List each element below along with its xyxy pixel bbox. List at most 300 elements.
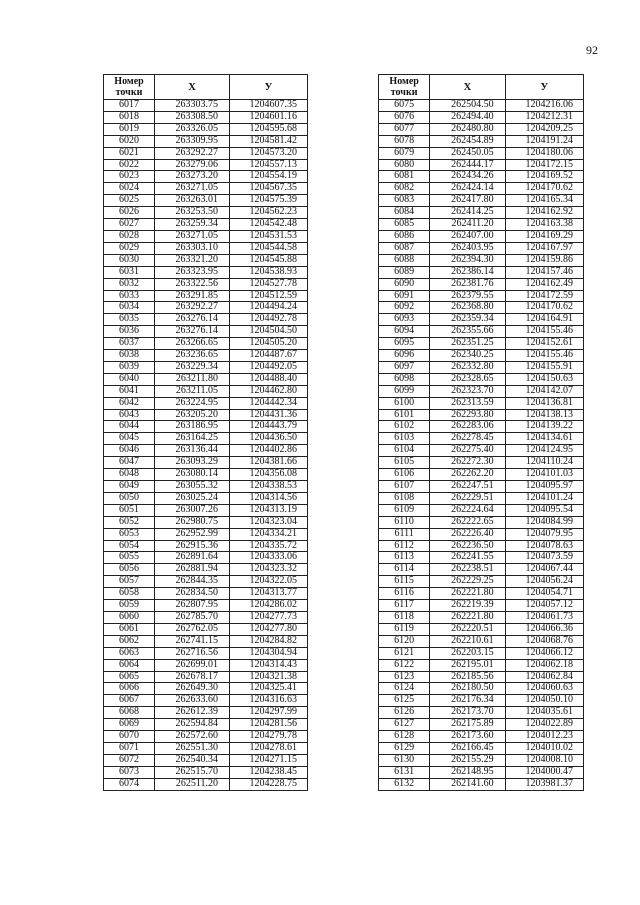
table-row xyxy=(104,659,308,671)
point-number-cell: 6074 xyxy=(104,778,155,790)
point-number-cell: 6037 xyxy=(104,338,155,350)
y-coordinate-cell: 1204084.99 xyxy=(505,516,583,528)
table-row xyxy=(104,433,308,445)
y-coordinate-cell: 1204573.20 xyxy=(230,147,308,159)
table-row xyxy=(379,421,584,433)
table-row xyxy=(379,481,584,493)
x-coordinate-cell: 263253.50 xyxy=(155,207,230,219)
table-row xyxy=(104,647,308,659)
x-coordinate-cell: 262807.95 xyxy=(155,600,230,612)
y-coordinate-cell: 1204601.16 xyxy=(230,111,308,123)
y-coordinate-cell: 1204000.47 xyxy=(505,766,583,778)
y-coordinate-cell: 1204286.02 xyxy=(230,600,308,612)
table-row xyxy=(379,254,584,266)
point-number-cell: 6063 xyxy=(104,647,155,659)
point-number-cell: 6064 xyxy=(104,659,155,671)
table-row xyxy=(104,385,308,397)
point-number-cell: 6095 xyxy=(379,338,430,350)
x-coordinate-cell: 263292.27 xyxy=(155,302,230,314)
x-coordinate-cell: 262176.34 xyxy=(430,695,505,707)
y-coordinate-cell: 1203981.37 xyxy=(505,778,583,790)
point-number-cell: 6072 xyxy=(104,754,155,766)
x-coordinate-cell: 262283.06 xyxy=(430,421,505,433)
point-number-cell: 6089 xyxy=(379,266,430,278)
table-row xyxy=(379,207,584,219)
table-row xyxy=(104,671,308,683)
point-number-cell: 6050 xyxy=(104,492,155,504)
x-coordinate-cell: 262834.50 xyxy=(155,588,230,600)
y-coordinate-cell: 1204527.78 xyxy=(230,278,308,290)
table-row xyxy=(104,207,308,219)
point-number-cell: 6045 xyxy=(104,433,155,445)
table-row xyxy=(379,600,584,612)
table-row xyxy=(379,385,584,397)
header-x: Х xyxy=(155,75,230,100)
table-row xyxy=(104,254,308,266)
y-coordinate-cell: 1204209.25 xyxy=(505,123,583,135)
y-coordinate-cell: 1204333.06 xyxy=(230,552,308,564)
y-coordinate-cell: 1204169.52 xyxy=(505,171,583,183)
y-coordinate-cell: 1204581.42 xyxy=(230,135,308,147)
x-coordinate-cell: 262716.56 xyxy=(155,647,230,659)
x-coordinate-cell: 262511.20 xyxy=(155,778,230,790)
point-number-cell: 6046 xyxy=(104,445,155,457)
point-number-cell: 6108 xyxy=(379,492,430,504)
x-coordinate-cell: 262221.80 xyxy=(430,611,505,623)
y-coordinate-cell: 1204504.50 xyxy=(230,326,308,338)
table-row xyxy=(104,123,308,135)
point-number-cell: 6024 xyxy=(104,183,155,195)
point-number-cell: 6116 xyxy=(379,588,430,600)
point-number-cell: 6079 xyxy=(379,147,430,159)
table-row xyxy=(104,766,308,778)
y-coordinate-cell: 1204323.32 xyxy=(230,564,308,576)
y-coordinate-cell: 1204062.18 xyxy=(505,659,583,671)
table-row xyxy=(104,326,308,338)
table-row xyxy=(104,147,308,159)
table-row xyxy=(104,219,308,231)
table-row xyxy=(104,171,308,183)
point-number-cell: 6065 xyxy=(104,671,155,683)
point-number-cell: 6039 xyxy=(104,361,155,373)
y-coordinate-cell: 1204095.97 xyxy=(505,481,583,493)
table-row xyxy=(379,647,584,659)
y-coordinate-cell: 1204279.78 xyxy=(230,731,308,743)
table-row xyxy=(379,433,584,445)
y-coordinate-cell: 1204216.06 xyxy=(505,100,583,112)
point-number-cell: 6128 xyxy=(379,731,430,743)
y-coordinate-cell: 1204323.04 xyxy=(230,516,308,528)
x-coordinate-cell: 262219.39 xyxy=(430,600,505,612)
table-row xyxy=(104,361,308,373)
y-coordinate-cell: 1204056.24 xyxy=(505,576,583,588)
y-coordinate-cell: 1204142.07 xyxy=(505,385,583,397)
x-coordinate-cell: 263292.27 xyxy=(155,147,230,159)
x-coordinate-cell: 262220.51 xyxy=(430,623,505,635)
x-coordinate-cell: 263211.80 xyxy=(155,373,230,385)
x-coordinate-cell: 262699.01 xyxy=(155,659,230,671)
x-coordinate-cell: 263279.06 xyxy=(155,159,230,171)
point-number-cell: 6099 xyxy=(379,385,430,397)
y-coordinate-cell: 1204531.53 xyxy=(230,230,308,242)
point-number-cell: 6110 xyxy=(379,516,430,528)
table-row xyxy=(379,159,584,171)
point-number-cell: 6036 xyxy=(104,326,155,338)
table-row xyxy=(379,373,584,385)
point-number-cell: 6104 xyxy=(379,445,430,457)
y-coordinate-cell: 1204538.93 xyxy=(230,266,308,278)
point-number-cell: 6051 xyxy=(104,504,155,516)
point-number-cell: 6132 xyxy=(379,778,430,790)
y-coordinate-cell: 1204557.13 xyxy=(230,159,308,171)
x-coordinate-cell: 262381.76 xyxy=(430,278,505,290)
y-coordinate-cell: 1204545.88 xyxy=(230,254,308,266)
point-number-cell: 6044 xyxy=(104,421,155,433)
x-coordinate-cell: 262195.01 xyxy=(430,659,505,671)
table-row xyxy=(104,421,308,433)
table-row xyxy=(104,445,308,457)
table-row xyxy=(104,552,308,564)
y-coordinate-cell: 1204012.23 xyxy=(505,731,583,743)
y-coordinate-cell: 1204607.35 xyxy=(230,100,308,112)
table-row xyxy=(104,469,308,481)
table-row xyxy=(104,719,308,731)
point-number-cell: 6102 xyxy=(379,421,430,433)
x-coordinate-cell: 262262.20 xyxy=(430,469,505,481)
table-row xyxy=(104,600,308,612)
x-coordinate-cell: 263323.95 xyxy=(155,266,230,278)
point-number-cell: 6121 xyxy=(379,647,430,659)
y-coordinate-cell: 1204079.95 xyxy=(505,528,583,540)
point-number-cell: 6113 xyxy=(379,552,430,564)
point-number-cell: 6020 xyxy=(104,135,155,147)
y-coordinate-cell: 1204488.40 xyxy=(230,373,308,385)
point-number-cell: 6026 xyxy=(104,207,155,219)
y-coordinate-cell: 1204136.81 xyxy=(505,397,583,409)
x-coordinate-cell: 262612.39 xyxy=(155,707,230,719)
x-coordinate-cell: 262293.80 xyxy=(430,409,505,421)
table-row xyxy=(379,147,584,159)
y-coordinate-cell: 1204575.39 xyxy=(230,195,308,207)
x-coordinate-cell: 262272.30 xyxy=(430,457,505,469)
x-coordinate-cell: 262175.89 xyxy=(430,719,505,731)
table-row xyxy=(379,123,584,135)
y-coordinate-cell: 1204068.76 xyxy=(505,635,583,647)
point-number-cell: 6030 xyxy=(104,254,155,266)
table-row xyxy=(104,695,308,707)
y-coordinate-cell: 1204562.23 xyxy=(230,207,308,219)
table-row xyxy=(379,635,584,647)
x-coordinate-cell: 262355.66 xyxy=(430,326,505,338)
y-coordinate-cell: 1204101.03 xyxy=(505,469,583,481)
table-row xyxy=(104,481,308,493)
table-row xyxy=(104,576,308,588)
y-coordinate-cell: 1204095.54 xyxy=(505,504,583,516)
point-number-cell: 6114 xyxy=(379,564,430,576)
x-coordinate-cell: 263205.20 xyxy=(155,409,230,421)
point-number-cell: 6056 xyxy=(104,564,155,576)
y-coordinate-cell: 1204170.62 xyxy=(505,302,583,314)
x-coordinate-cell: 262649.30 xyxy=(155,683,230,695)
x-coordinate-cell: 263236.65 xyxy=(155,350,230,362)
x-coordinate-cell: 262450.05 xyxy=(430,147,505,159)
table-row xyxy=(379,778,584,790)
point-number-cell: 6031 xyxy=(104,266,155,278)
x-coordinate-cell: 262379.55 xyxy=(430,290,505,302)
point-number-cell: 6048 xyxy=(104,469,155,481)
y-coordinate-cell: 1204110.24 xyxy=(505,457,583,469)
y-coordinate-cell: 1204150.63 xyxy=(505,373,583,385)
y-coordinate-cell: 1204062.84 xyxy=(505,671,583,683)
table-row xyxy=(104,350,308,362)
point-number-cell: 6021 xyxy=(104,147,155,159)
x-coordinate-cell: 263303.10 xyxy=(155,242,230,254)
y-coordinate-cell: 1204314.56 xyxy=(230,492,308,504)
y-coordinate-cell: 1204078.63 xyxy=(505,540,583,552)
point-number-cell: 6083 xyxy=(379,195,430,207)
x-coordinate-cell: 263322.56 xyxy=(155,278,230,290)
point-number-cell: 6061 xyxy=(104,623,155,635)
point-number-cell: 6059 xyxy=(104,600,155,612)
y-coordinate-cell: 1204313.19 xyxy=(230,504,308,516)
point-number-cell: 6092 xyxy=(379,302,430,314)
x-coordinate-cell: 262980.75 xyxy=(155,516,230,528)
y-coordinate-cell: 1204492.05 xyxy=(230,361,308,373)
coordinates-table-right xyxy=(378,74,584,791)
table-row xyxy=(379,623,584,635)
table-row xyxy=(104,242,308,254)
point-number-cell: 6105 xyxy=(379,457,430,469)
y-coordinate-cell: 1204494.24 xyxy=(230,302,308,314)
table-row xyxy=(104,290,308,302)
y-coordinate-cell: 1204155.46 xyxy=(505,350,583,362)
table-row xyxy=(379,719,584,731)
table-row xyxy=(104,635,308,647)
y-coordinate-cell: 1204402.86 xyxy=(230,445,308,457)
point-number-cell: 6106 xyxy=(379,469,430,481)
table-row xyxy=(379,695,584,707)
x-coordinate-cell: 263229.34 xyxy=(155,361,230,373)
x-coordinate-cell: 263276.14 xyxy=(155,314,230,326)
x-coordinate-cell: 262414.25 xyxy=(430,207,505,219)
table-row xyxy=(104,564,308,576)
table-row xyxy=(104,266,308,278)
table-row xyxy=(104,195,308,207)
point-number-cell: 6019 xyxy=(104,123,155,135)
table-row xyxy=(104,731,308,743)
point-number-cell: 6094 xyxy=(379,326,430,338)
point-number-cell: 6070 xyxy=(104,731,155,743)
y-coordinate-cell: 1204165.34 xyxy=(505,195,583,207)
y-coordinate-cell: 1204381.66 xyxy=(230,457,308,469)
y-coordinate-cell: 1204304.94 xyxy=(230,647,308,659)
point-number-cell: 6042 xyxy=(104,397,155,409)
y-coordinate-cell: 1204164.91 xyxy=(505,314,583,326)
x-coordinate-cell: 262844.35 xyxy=(155,576,230,588)
table-row xyxy=(104,623,308,635)
x-coordinate-cell: 262881.94 xyxy=(155,564,230,576)
table-row xyxy=(379,290,584,302)
point-number-cell: 6062 xyxy=(104,635,155,647)
table-row xyxy=(104,159,308,171)
y-coordinate-cell: 1204356.08 xyxy=(230,469,308,481)
table-row xyxy=(379,242,584,254)
x-coordinate-cell: 262762.05 xyxy=(155,623,230,635)
x-coordinate-cell: 262278.45 xyxy=(430,433,505,445)
y-coordinate-cell: 1204155.46 xyxy=(505,326,583,338)
table-row xyxy=(379,111,584,123)
point-number-cell: 6018 xyxy=(104,111,155,123)
table-row xyxy=(104,516,308,528)
x-coordinate-cell: 262678.17 xyxy=(155,671,230,683)
table-row xyxy=(379,766,584,778)
y-coordinate-cell: 1204505.20 xyxy=(230,338,308,350)
x-coordinate-cell: 263309.95 xyxy=(155,135,230,147)
header-y: У xyxy=(230,75,308,100)
point-number-cell: 6067 xyxy=(104,695,155,707)
point-number-cell: 6076 xyxy=(379,111,430,123)
point-number-cell: 6053 xyxy=(104,528,155,540)
header-y: У xyxy=(505,75,583,100)
point-number-cell: 6080 xyxy=(379,159,430,171)
header-x: Х xyxy=(430,75,505,100)
table-row xyxy=(379,278,584,290)
y-coordinate-cell: 1204162.49 xyxy=(505,278,583,290)
y-coordinate-cell: 1204544.58 xyxy=(230,242,308,254)
table-row xyxy=(104,528,308,540)
point-number-cell: 6028 xyxy=(104,230,155,242)
y-coordinate-cell: 1204162.92 xyxy=(505,207,583,219)
x-coordinate-cell: 262166.45 xyxy=(430,742,505,754)
x-coordinate-cell: 263326.05 xyxy=(155,123,230,135)
point-number-cell: 6088 xyxy=(379,254,430,266)
y-coordinate-cell: 1204163.38 xyxy=(505,219,583,231)
table-row xyxy=(379,671,584,683)
y-coordinate-cell: 1204278.61 xyxy=(230,742,308,754)
y-coordinate-cell: 1204512.59 xyxy=(230,290,308,302)
table-row xyxy=(379,266,584,278)
table-row xyxy=(104,409,308,421)
point-number-cell: 6038 xyxy=(104,350,155,362)
point-number-cell: 6057 xyxy=(104,576,155,588)
table-row xyxy=(379,564,584,576)
y-coordinate-cell: 1204155.91 xyxy=(505,361,583,373)
y-coordinate-cell: 1204281.56 xyxy=(230,719,308,731)
x-coordinate-cell: 262407.00 xyxy=(430,230,505,242)
y-coordinate-cell: 1204172.15 xyxy=(505,159,583,171)
point-number-cell: 6075 xyxy=(379,100,430,112)
y-coordinate-cell: 1204008.10 xyxy=(505,754,583,766)
point-number-cell: 6107 xyxy=(379,481,430,493)
x-coordinate-cell: 263276.14 xyxy=(155,326,230,338)
point-number-cell: 6130 xyxy=(379,754,430,766)
y-coordinate-cell: 1204101.24 xyxy=(505,492,583,504)
x-coordinate-cell: 263303.75 xyxy=(155,100,230,112)
point-number-cell: 6129 xyxy=(379,742,430,754)
x-coordinate-cell: 262480.80 xyxy=(430,123,505,135)
point-number-cell: 6052 xyxy=(104,516,155,528)
y-coordinate-cell: 1204542.48 xyxy=(230,219,308,231)
table-row xyxy=(379,361,584,373)
table-row xyxy=(104,100,308,112)
x-coordinate-cell: 263055.32 xyxy=(155,481,230,493)
table-row xyxy=(379,314,584,326)
table-row xyxy=(379,492,584,504)
table-row xyxy=(379,302,584,314)
y-coordinate-cell: 1204443.79 xyxy=(230,421,308,433)
x-coordinate-cell: 262952.99 xyxy=(155,528,230,540)
x-coordinate-cell: 262411.20 xyxy=(430,219,505,231)
point-number-cell: 6068 xyxy=(104,707,155,719)
table-row xyxy=(379,742,584,754)
y-coordinate-cell: 1204228.75 xyxy=(230,778,308,790)
point-number-cell: 6115 xyxy=(379,576,430,588)
point-number-cell: 6043 xyxy=(104,409,155,421)
x-coordinate-cell: 262633.60 xyxy=(155,695,230,707)
x-coordinate-cell: 262323.70 xyxy=(430,385,505,397)
y-coordinate-cell: 1204442.34 xyxy=(230,397,308,409)
table-row xyxy=(104,183,308,195)
point-number-cell: 6032 xyxy=(104,278,155,290)
y-coordinate-cell: 1204492.78 xyxy=(230,314,308,326)
y-coordinate-cell: 1204554.19 xyxy=(230,171,308,183)
table-row xyxy=(379,588,584,600)
y-coordinate-cell: 1204322.05 xyxy=(230,576,308,588)
table-row xyxy=(379,397,584,409)
table-row xyxy=(379,350,584,362)
y-coordinate-cell: 1204567.35 xyxy=(230,183,308,195)
table-row xyxy=(104,540,308,552)
x-coordinate-cell: 262173.60 xyxy=(430,731,505,743)
y-coordinate-cell: 1204462.80 xyxy=(230,385,308,397)
y-coordinate-cell: 1204313.77 xyxy=(230,588,308,600)
table-row xyxy=(104,135,308,147)
table-row xyxy=(104,707,308,719)
point-number-cell: 6071 xyxy=(104,742,155,754)
x-coordinate-cell: 262226.40 xyxy=(430,528,505,540)
point-number-cell: 6122 xyxy=(379,659,430,671)
table-row xyxy=(379,219,584,231)
x-coordinate-cell: 262444.17 xyxy=(430,159,505,171)
table-row xyxy=(104,457,308,469)
point-number-cell: 6098 xyxy=(379,373,430,385)
table-row xyxy=(379,731,584,743)
table-row xyxy=(379,409,584,421)
y-coordinate-cell: 1204152.61 xyxy=(505,338,583,350)
x-coordinate-cell: 262540.34 xyxy=(155,754,230,766)
point-number-cell: 6058 xyxy=(104,588,155,600)
point-number-cell: 6022 xyxy=(104,159,155,171)
point-number-cell: 6131 xyxy=(379,766,430,778)
point-number-cell: 6117 xyxy=(379,600,430,612)
x-coordinate-cell: 262210.61 xyxy=(430,635,505,647)
point-number-cell: 6112 xyxy=(379,540,430,552)
x-coordinate-cell: 262551.30 xyxy=(155,742,230,754)
y-coordinate-cell: 1204066.12 xyxy=(505,647,583,659)
point-number-cell: 6086 xyxy=(379,230,430,242)
y-coordinate-cell: 1204057.12 xyxy=(505,600,583,612)
header-point-number: Номер точки xyxy=(104,75,155,100)
table-row xyxy=(104,314,308,326)
table-row xyxy=(379,445,584,457)
y-coordinate-cell: 1204073.59 xyxy=(505,552,583,564)
y-coordinate-cell: 1204066.36 xyxy=(505,623,583,635)
x-coordinate-cell: 262148.95 xyxy=(430,766,505,778)
table-row xyxy=(379,552,584,564)
point-number-cell: 6023 xyxy=(104,171,155,183)
x-coordinate-cell: 263164.25 xyxy=(155,433,230,445)
y-coordinate-cell: 1204316.63 xyxy=(230,695,308,707)
